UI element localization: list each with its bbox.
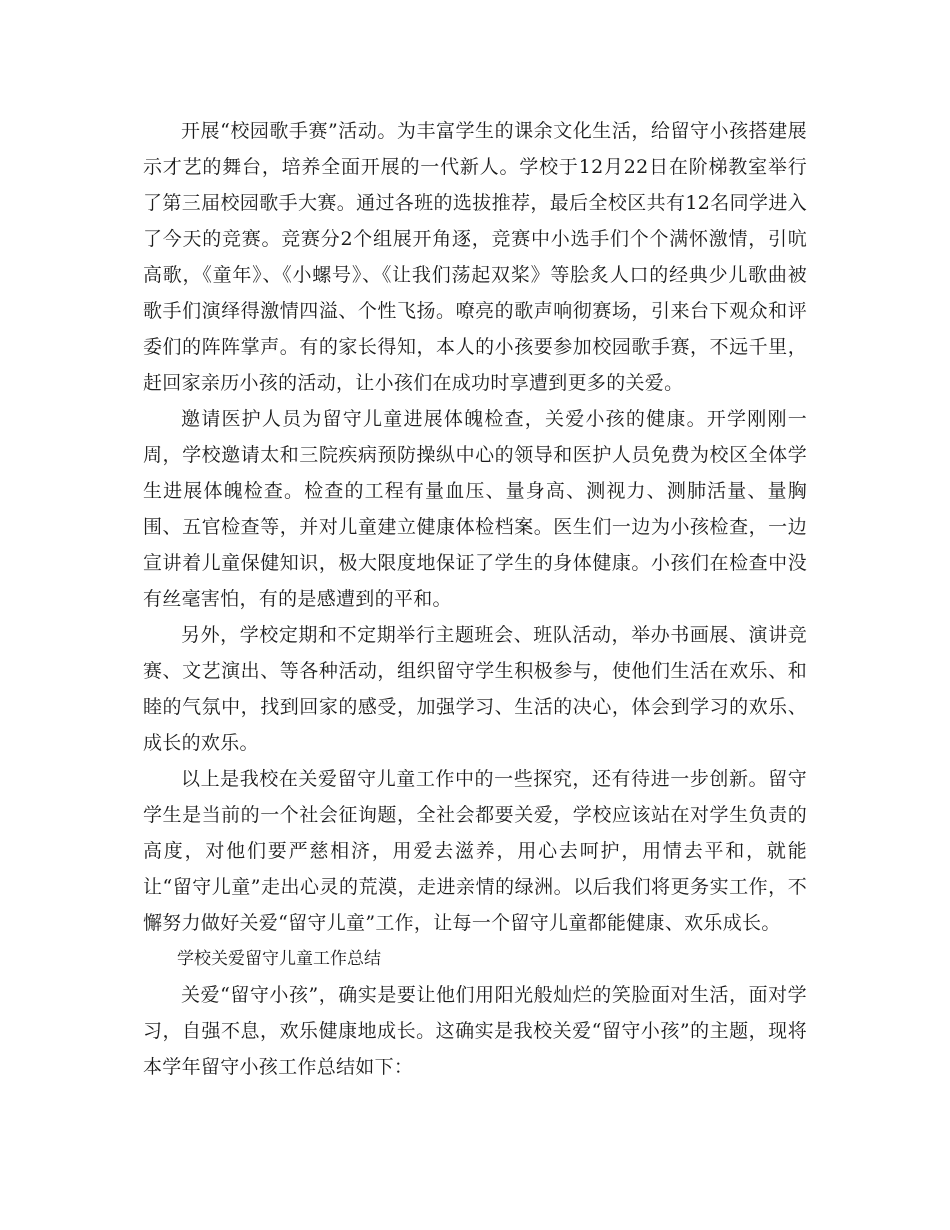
paragraph-summary-intro: 关爱“留守小孩”，确实是要让他们用阳光般灿烂的笑脸面对生活，面对学习，自强不息，欢乐健康地成长。这确实是我校关爱“留守小孩”的主题，现将本学年留守小孩工作总结如下： (143, 984, 807, 1078)
document-body (143, 113, 807, 1085)
paragraph-health-check: 邀请医护人员为留守儿童进展体魄检查，关爱小孩的健康。开学刚刚一周，学校邀请太和三院疾病预防操纵中心的领导和医护人员免费为校区全体学生进展体魄检查。检查的工程有量血压、量身高、测视力、测肺活量、量胸围、五官检查等，并对儿童建立健康体检档案。医生们一边为小孩检查，一边宣讲着儿童保健知识，极大限度地保证了学生的身体健康。小孩们在检查中没有丝毫害怕，有的是感遭到的平和。 (143, 408, 807, 610)
paragraph-activities: 另外，学校定期和不定期举行主题班会、班队活动，举办书画展、演讲竞赛、文艺演出、等各种活动，组织留守学生积极参与，使他们生活在欢乐、和睦的气氛中，找到回家的感受，加强学习、生活的决心，体会到学习的欢乐、成长的欢乐。 (143, 624, 807, 754)
paragraph-conclusion: 以上是我校在关爱留守儿童工作中的一些探究，还有待进一步创新。留守学生是当前的一个社会征询题，全社会都要关爱，学校应该站在对学生负责的高度，对他们要严慈相济，用爱去滋养，用心去呵护，用情去平和，就能让“留守儿童”走出心灵的荒漠，走进亲情的绿洲。以后我们将更务实工作，不懈努力做好关爱“留守儿童”工作，让每一个留守儿童都能健康、欢乐成长。 (143, 768, 807, 934)
paragraph-singer-contest: 开展“校园歌手赛”活动。为丰富学生的课余文化生活，给留守小孩搭建展示才艺的舞台，培养全面开展的一代新人。学校于12月22日在阶梯教室举行了第三届校园歌手大赛。通过各班的选拔推荐，最后全校区共有12名同学进入了今天的竞赛。竞赛分2个组展开角逐，竞赛中小选手们个个满怀激情，引吭高歌，《童年》、《小螺号》、《让我们荡起双桨》等脍炙人口的经典少儿歌曲被歌手们演绎得激情四溢、个性飞扬。嘹亮的歌声响彻赛场，引来台下观众和评委们的阵阵掌声。有的家长得知，本人的小孩要参加校园歌手赛，不远千里，赶回家亲历小孩的活动，让小孩们在成功时享遭到更多的关爱。 (143, 120, 807, 394)
section-heading: 学校关爱留守儿童工作总结 (177, 949, 381, 969)
